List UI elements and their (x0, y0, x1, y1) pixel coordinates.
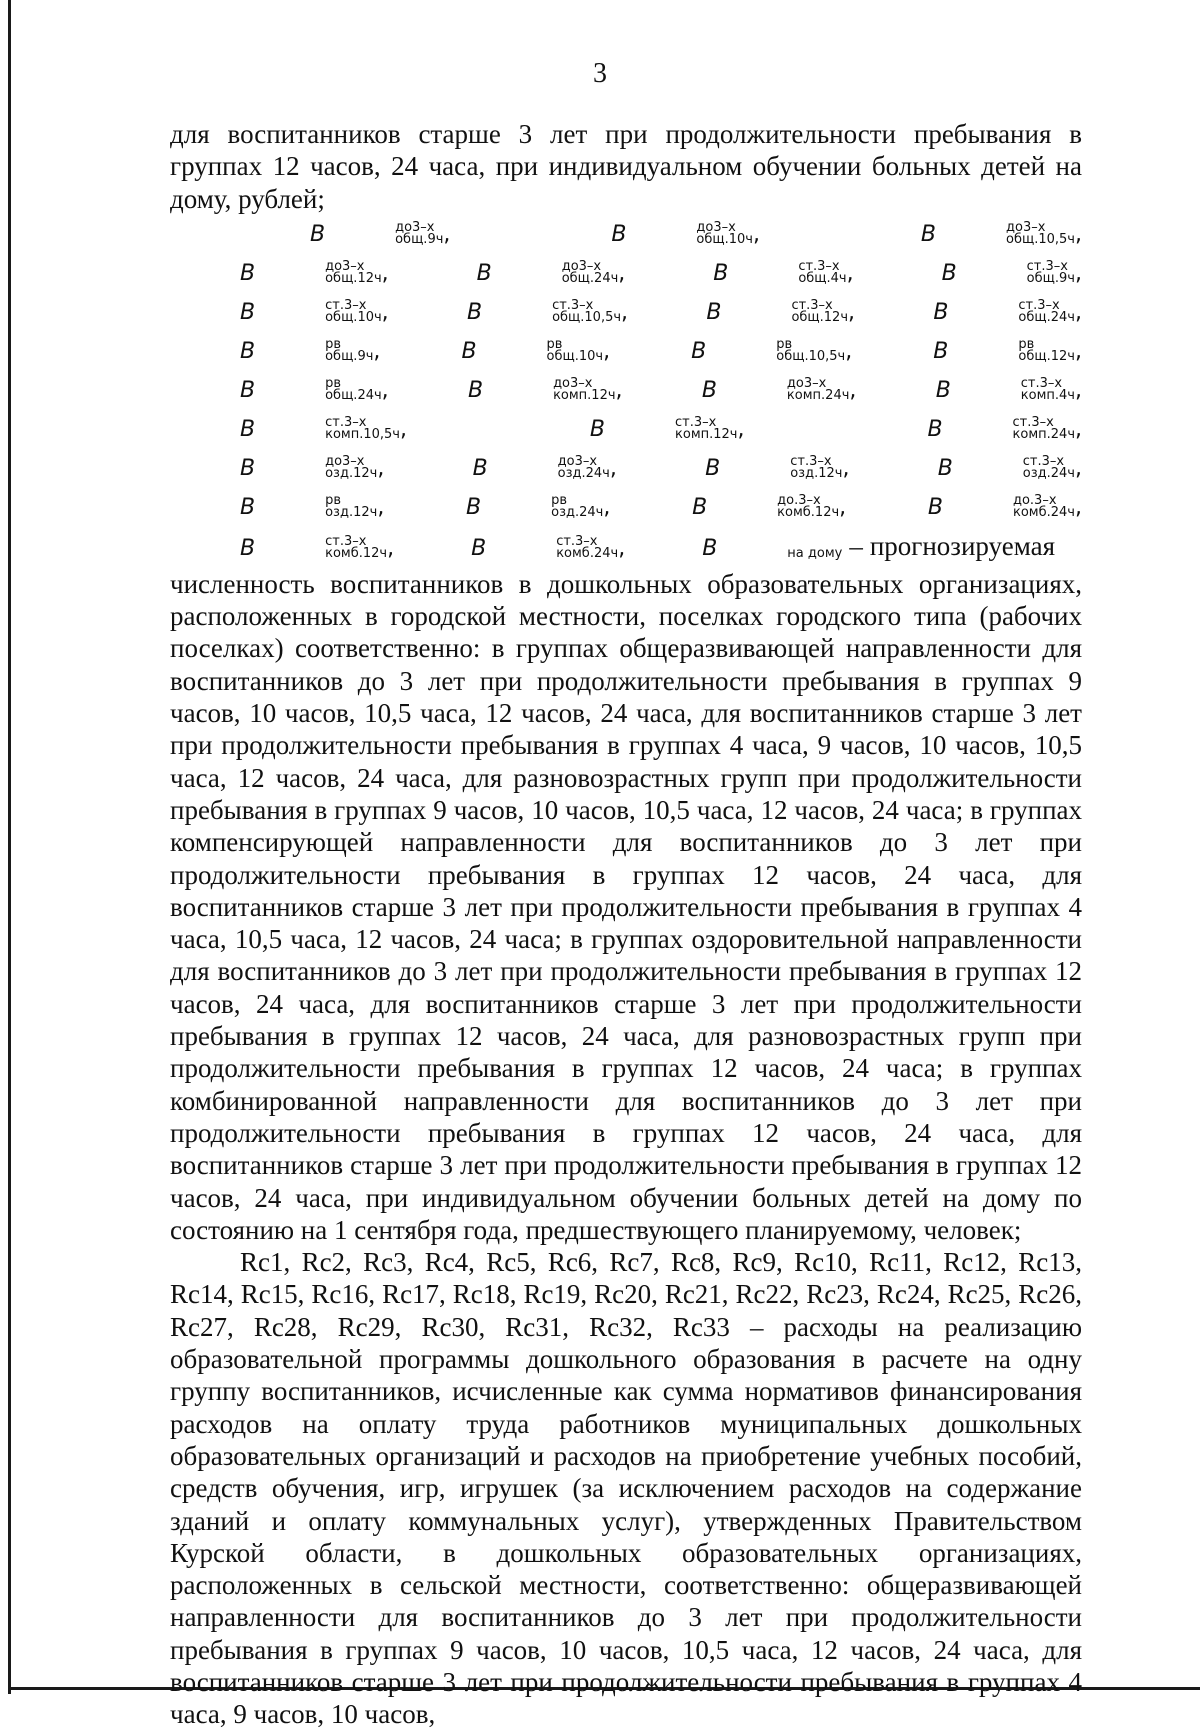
variable-symbol: В (933, 338, 949, 364)
variable-superscript: ст.3–х (1018, 297, 1060, 313)
variable-symbol: В (935, 377, 951, 403)
variable-superscript: до3–х (325, 258, 365, 274)
variable-superscript: рв (776, 336, 793, 352)
variable-symbol: В (692, 494, 708, 520)
variable-indices (481, 492, 604, 520)
variable-term (401, 529, 618, 568)
variable-subscript: озд.24ч (551, 504, 604, 520)
variable-indices (488, 453, 610, 481)
variable-symbol: В (471, 535, 487, 561)
variable-subscript: озд.12ч (790, 465, 843, 481)
variable-symbol: В (476, 260, 492, 286)
variable-indices (948, 336, 1075, 364)
variable-symbol: В (466, 299, 483, 325)
variable-term (170, 254, 382, 293)
variable-indices (717, 536, 842, 560)
variable-subscript: общ.9ч (395, 231, 444, 247)
variable-term (858, 488, 1075, 527)
variables-paragraph (170, 215, 1082, 568)
variable-indices (951, 375, 1075, 403)
variable-term (396, 488, 603, 527)
variable-indices (486, 533, 619, 561)
variable-subscript: общ.9ч (1026, 270, 1075, 286)
variable-term (857, 410, 1075, 449)
variable-term (636, 293, 848, 332)
variable-subscript: комб.12ч (777, 504, 840, 520)
variable-subscript: общ.10ч (325, 309, 382, 325)
variable-indices (953, 453, 1075, 481)
variable-indices (483, 375, 616, 403)
variable-term (240, 215, 443, 254)
variable-superscript: ст.3–х (791, 297, 833, 313)
variable-term (621, 332, 845, 371)
variable-subscript: общ.4ч (798, 270, 847, 286)
variable-superscript: до3–х (561, 258, 602, 274)
variable-subscript: общ.24ч (561, 270, 619, 286)
variable-superscript: рв (1018, 336, 1035, 352)
variable-term (520, 410, 738, 449)
variable-superscript: рв (325, 336, 342, 352)
variable-subscript: общ.10,5ч (552, 309, 622, 325)
variable-superscript: до3–х (1006, 219, 1046, 235)
intro-paragraph: для воспитанников старше 3 лет при продолжительности пребывания в группах 12 часов, 24 часа, при индивидуальном обучении больных детей на дому, рублей; (170, 119, 1082, 214)
variable-symbol: В (937, 455, 953, 481)
variable-indices (720, 453, 843, 481)
variable-superscript: ст.3–х (1012, 414, 1054, 430)
variable-subscript: комб.12ч (325, 545, 388, 561)
variable-symbol: В (705, 455, 721, 481)
variable-subscript: озд.24ч (557, 465, 610, 481)
variable-term (863, 293, 1075, 332)
variables-dash: – (849, 530, 863, 561)
variable-symbol: В (611, 221, 627, 247)
variable-superscript: ст.3–х (1020, 375, 1063, 391)
variable-term (622, 488, 839, 527)
variable-superscript: ст.3–х (552, 297, 594, 313)
variable-symbol: В (240, 338, 256, 364)
variable-superscript: ст.3–х (675, 414, 717, 430)
variable-symbol: В (240, 377, 256, 403)
variable-superscript: ст.3–х (798, 258, 840, 274)
variable-indices (706, 336, 846, 364)
variable-subscript: на дому (787, 545, 843, 561)
variable-subscript: общ.12ч (1018, 348, 1075, 364)
variable-term (643, 254, 846, 293)
variable-superscript: до3–х (325, 453, 365, 469)
variable-subscript: комб.24ч (556, 545, 619, 561)
variables-description-lead: прогнозируемая (869, 530, 1055, 561)
variable-term (391, 332, 603, 371)
variable-superscript: рв (551, 492, 568, 508)
variable-list: В до3–х общ.9ч , В до3–х общ.10ч , В до3–х общ.10,5ч , В до3–х общ.12ч , В до3–х общ.24ч , В ст.3–х общ.4ч , В ст.3–х общ.9ч , В ст.3–х общ.10ч , В ст.3–х общ.10,5ч , В ст.3–х общ.12ч , В ст.3–х общ.24ч , В рв общ.9ч , В рв общ.10ч , В рв общ.10,5ч , В рв общ.12ч , В рв общ.24ч , В до3–х комп.12ч , В до3–х комп.24ч , В ст.3–х комп.4ч , В ст.3–х комп.10,5ч , В ст.3–х комп.12ч , В ст.3–х комп.24ч , В до3–х озд.12ч , В до3–х озд.24ч , В ст.3–х озд.12ч , В ст.3–х озд.24ч , В рв озд.12ч , В рв озд.24ч , В до.3–х комб.12ч , В до.3–х комб.24ч , В ст.3–х комб.12ч , В ст.3–х комб.24ч , В на дому (170, 222, 1082, 561)
variable-symbol: В (461, 338, 477, 364)
variable-superscript: до3–х (395, 219, 435, 235)
variable-symbol: В (240, 535, 256, 561)
variable-term (632, 529, 842, 568)
variable-term (170, 371, 382, 410)
variable-term (170, 529, 387, 568)
variable-subscript: общ.12ч (791, 309, 849, 325)
variable-indices (721, 297, 849, 325)
variable-superscript: до.3–х (1012, 492, 1057, 508)
variable-indices (943, 414, 1075, 442)
variable-term (866, 371, 1075, 410)
variable-subscript: общ.12ч (325, 270, 382, 286)
variable-term (170, 410, 400, 449)
variable-symbol: В (310, 221, 326, 247)
variable-subscript: общ.10,5ч (1006, 231, 1075, 247)
variable-term (170, 332, 373, 371)
variable-symbol: В (702, 535, 718, 561)
variable-subscript: общ.24ч (325, 387, 382, 403)
variable-indices (707, 492, 840, 520)
variable-symbol: В (691, 338, 707, 364)
variable-symbol: В (933, 299, 949, 325)
variable-indices (943, 492, 1075, 520)
variable-indices (492, 258, 619, 286)
variable-term (398, 371, 616, 410)
variable-symbol: В (589, 416, 606, 442)
variable-indices (325, 219, 444, 247)
variable-indices (936, 219, 1075, 247)
variable-term (397, 293, 621, 332)
variable-symbol: В (701, 377, 717, 403)
rc-paragraph: Rc1, Rc2, Rc3, Rc4, Rc5, Rc6, Rc7, Rc8, Rc9, Rc10, Rc11, Rc12, Rc13, Rc14, Rc15, Rc16, Rc17, Rc18, Rc19, Rc20, Rc21, Rc22, Rc23, Rc24, Rc25, Rc26, Rc27, Rc28, Rc29, Rc30, Rc31, Rc32, Rc33 – расходы на реализацию образовательной программы дошкольного образования в расчете на одну группу воспитанников, исчисленные как сумма нормативов финансирования расходов на оплату труда работников муниципальных дошкольных образовательных организаций и расходов на приобретение учебных пособий, средств обучения, игр, игрушек (за исключением расходов на содержание зданий и оплату коммунальных услуг), утвержденных Правительством Курской области, в дошкольных образовательных организациях, расположенных в сельской местности, соответственно: общеразвивающей направленности для воспитанников до 3 лет при продолжительности пребывания в группах 9 часов, 10 часов, 10,5 часа, 12 часов, 24 часа, для воспитанников старше 3 лет при продолжительности пребывания в группах 4 часа, 9 часов, 10 часов, (170, 1247, 1082, 1730)
variable-term (541, 215, 753, 254)
variable-indices (255, 336, 374, 364)
variable-subscript: комп.24ч (786, 387, 850, 403)
variable-symbol: В (706, 299, 722, 325)
variable-superscript: рв (325, 375, 342, 391)
variable-term (403, 449, 610, 488)
variable-superscript: рв (325, 492, 342, 508)
variable-term (632, 371, 850, 410)
variable-superscript: ст.3–х (1022, 453, 1065, 469)
variable-symbol: В (240, 416, 256, 442)
variable-subscript: комп.4ч (1020, 387, 1075, 403)
variable-subscript: комп.10,5ч (325, 426, 400, 442)
variable-superscript: ст.3–х (325, 297, 367, 313)
variable-subscript: общ.9ч (325, 348, 374, 364)
variable-subscript: комп.24ч (1012, 426, 1075, 442)
variable-indices (255, 492, 378, 520)
variable-indices (255, 258, 382, 286)
variable-subscript: общ.10,5ч (776, 348, 846, 364)
variable-indices (717, 375, 850, 403)
variable-superscript: ст.3–х (325, 533, 367, 549)
page-number: 3 (593, 58, 607, 89)
variable-subscript: комп.12ч (675, 426, 738, 442)
variable-superscript: до3–х (557, 453, 598, 469)
variable-superscript: до3–х (553, 375, 593, 391)
variables-description: численность воспитанников в дошкольных образовательных организациях, расположенных в городской местности, поселках городского типа (рабочих поселках) соответственно: в группах общеразвивающей направленности для воспитанников до 3 лет при продолжительности пребывания в группах 9 часов, 10 часов, 10,5 часа, 12 часов, 24 часа, для воспитанников старше 3 лет при продолжительности пребывания в группах 4 часа, 9 часов, 10 часов, 10,5 часа, 12 часов, 24 часа, для разновозрастных групп при продолжительности пребывания в группах 9 часов, 10 часов, 10,5 часа, 12 часов, 24 часа; в группах компенсирующей направленности для воспитанников до 3 лет при продолжительности пребывания в группах 12 часов, 24 часа, для воспитанников старше 3 лет при продолжительности пребывания в группах 4 часа, 10,5 часа, 12 часов, 24 часа; в группах оздоровительной направленности для воспитанников до 3 лет при продолжительности пребывания в группах 12 часов, 24 часа, для воспитанников старше 3 лет при продолжительности пребывания в группах 12 часов, 24 часа, для разновозрастных групп при продолжительности пребывания в группах 12 часов, 24 часа; в группах комбинированной направленности для воспитанников до 3 лет при продолжительности пребывания в группах 12 часов, 24 часа, для воспитанников старше 3 лет при продолжительности пребывания в группах 12 часов, 24 часа, при индивидуальном обучении больных детей на дому по состоянию на 1 сентября года, предшествующего планируемому, человек; (170, 568, 1082, 1245)
variable-symbol: В (240, 299, 256, 325)
variable-indices (728, 258, 847, 286)
variable-symbol: В (472, 455, 488, 481)
variable-symbol: В (240, 260, 256, 286)
variable-superscript: ст.3–х (1026, 258, 1068, 274)
variable-subscript: озд.12ч (325, 504, 378, 520)
variable-symbol: В (466, 494, 482, 520)
variable-subscript: озд.24ч (1022, 465, 1075, 481)
variable-symbol: В (713, 260, 729, 286)
variable-indices (255, 375, 382, 403)
variable-superscript: до3–х (696, 219, 736, 235)
scan-border-left (8, 0, 11, 1694)
variable-symbol: В (467, 377, 484, 403)
variable-indices (957, 258, 1075, 286)
variable-indices (482, 297, 622, 325)
variable-term (170, 488, 377, 527)
variable-symbol: В (240, 494, 256, 520)
variable-symbol: В (941, 260, 957, 286)
variable-term (872, 254, 1075, 293)
variable-superscript: ст.3–х (556, 533, 598, 549)
variable-superscript: до3–х (786, 375, 827, 391)
document-body (170, 118, 1082, 1731)
variable-symbol: В (927, 494, 943, 520)
variable-term (170, 449, 377, 488)
variable-indices (948, 297, 1075, 325)
variable-symbol: В (920, 221, 937, 247)
variable-subscript: комб.24ч (1012, 504, 1075, 520)
variable-subscript: комп.12ч (553, 387, 616, 403)
variable-term (868, 449, 1075, 488)
variable-indices (255, 414, 400, 442)
variable-term (170, 293, 382, 332)
variable-symbol: В (240, 455, 256, 481)
variable-superscript: до.3–х (777, 492, 821, 508)
variable-subscript: общ.10ч (546, 348, 604, 364)
variable-subscript: озд.12ч (325, 465, 378, 481)
variable-superscript: ст.3–х (790, 453, 832, 469)
variable-indices (605, 414, 738, 442)
variable-indices (255, 453, 378, 481)
variable-subscript: общ.10ч (696, 231, 753, 247)
variable-indices (477, 336, 604, 364)
variable-term (635, 449, 842, 488)
variable-superscript: ст.3–х (325, 414, 367, 430)
variable-term (863, 332, 1075, 371)
variable-subscript: общ.24ч (1018, 309, 1075, 325)
variable-term (851, 215, 1075, 254)
variable-symbol: В (927, 416, 943, 442)
variable-superscript: рв (546, 336, 563, 352)
variable-indices (255, 533, 388, 561)
variable-indices (626, 219, 753, 247)
variable-indices (255, 297, 382, 325)
variable-term (407, 254, 619, 293)
